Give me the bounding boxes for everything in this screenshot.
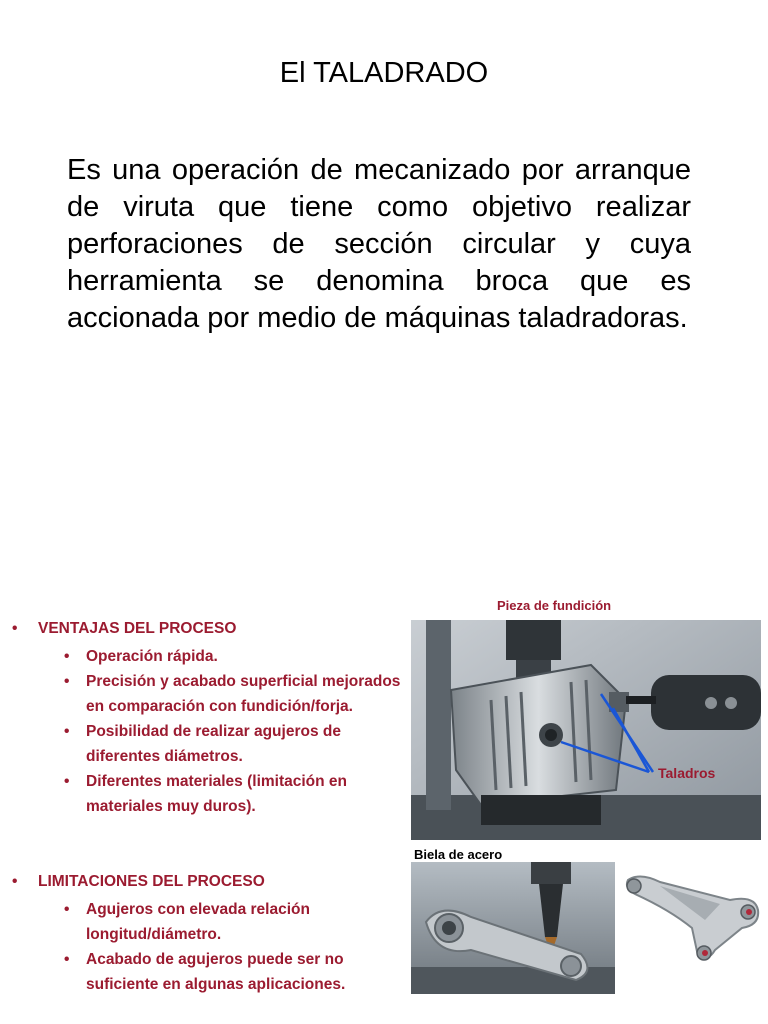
limitaciones-list	[62, 897, 402, 997]
list-item: • Posibilidad de realizar agujeros de diferentes diámetros.	[62, 719, 402, 769]
limitaciones-heading-text: LIMITACIONES DEL PROCESO	[38, 873, 265, 890]
intro-paragraph: Es una operación de mecanizado por arranque de viruta que tiene como objetivo realizar perforaciones de sección circular y cuya herramienta se denomina broca que es accionada por medio de máquinas taladradoras.	[67, 154, 691, 334]
list-item: • Diferentes materiales (limitación en materiales muy duros).	[62, 769, 402, 819]
ventajas-heading-text: VENTAJAS DEL PROCESO	[38, 620, 237, 637]
list-item: • Acabado de agujeros puede ser no suficiente en algunas aplicaciones.	[62, 947, 402, 997]
slide-title: El TALADRADO	[279, 57, 489, 89]
suspension-arm-photo	[620, 850, 766, 968]
bottom-image-caption: Biela de acero	[414, 847, 503, 862]
connecting-rod-photo	[411, 862, 615, 994]
ventajas-heading	[12, 620, 236, 638]
list-item: • Operación rápida.	[62, 644, 402, 669]
list-item: • Precisión y acabado superficial mejorados en comparación con fundición/forja.	[62, 669, 402, 719]
top-image-caption: Pieza de fundición	[497, 598, 612, 613]
limitaciones-heading	[12, 873, 265, 891]
list-item: • Agujeros con elevada relación longitud/diámetro.	[62, 897, 402, 947]
cylinder-head-photo	[411, 620, 761, 840]
taladros-callout: Taladros	[658, 765, 716, 781]
limitaciones-bullet: •	[12, 873, 18, 890]
ventajas-bullet: •	[12, 620, 18, 637]
ventajas-list	[62, 644, 402, 819]
